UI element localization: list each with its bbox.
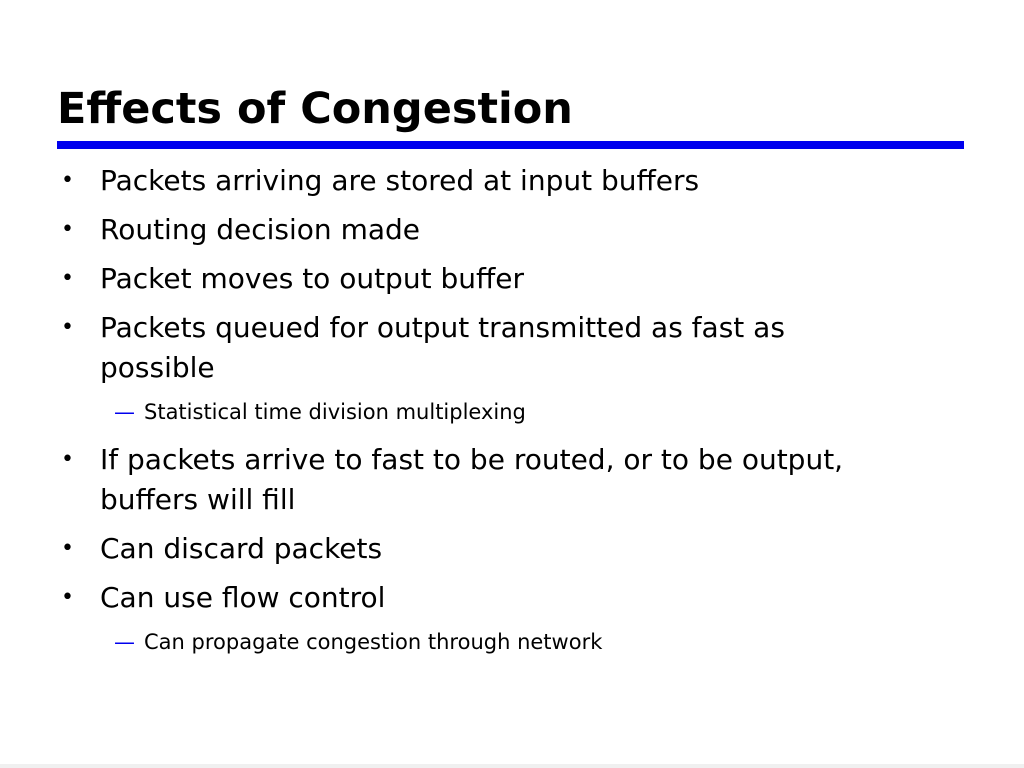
slide-bottom-edge <box>0 764 1024 768</box>
bullet-text: Packet moves to output buffer <box>100 262 525 295</box>
bullet-item <box>61 578 941 618</box>
slide-title: Effects of Congestion <box>57 84 573 134</box>
bullet-text: Routing decision made <box>100 213 421 246</box>
sub-bullet-text: Statistical time division multiplexing <box>144 400 526 424</box>
dash-icon: — <box>114 630 135 654</box>
bullet-item <box>61 259 941 299</box>
bullet-icon: • <box>61 447 74 472</box>
title-underline <box>57 141 964 149</box>
bullet-item <box>61 440 941 520</box>
sub-bullet-item <box>114 397 934 427</box>
bullet-text: Can use flow control <box>100 581 386 614</box>
bullet-icon: • <box>61 168 74 193</box>
bullet-item <box>61 529 941 569</box>
bullet-icon: • <box>61 217 74 242</box>
bullet-text: If packets arrive to fast to be routed, or to be output, buffers will fill <box>100 443 844 516</box>
bullet-icon: • <box>61 266 74 291</box>
bullet-text: Can discard packets <box>100 532 383 565</box>
dash-icon: — <box>114 400 135 424</box>
bullet-item <box>61 308 861 388</box>
bullet-text: Packets arriving are stored at input buffers <box>100 164 700 197</box>
bullet-text: Packets queued for output transmitted as fast as possible <box>100 311 785 384</box>
sub-bullet-item <box>114 627 934 657</box>
bullet-item <box>61 210 941 250</box>
bullet-icon: • <box>61 536 74 561</box>
bullet-icon: • <box>61 585 74 610</box>
bullet-item <box>61 161 941 201</box>
sub-bullet-text: Can propagate congestion through network <box>144 630 603 654</box>
bullet-icon: • <box>61 315 74 340</box>
